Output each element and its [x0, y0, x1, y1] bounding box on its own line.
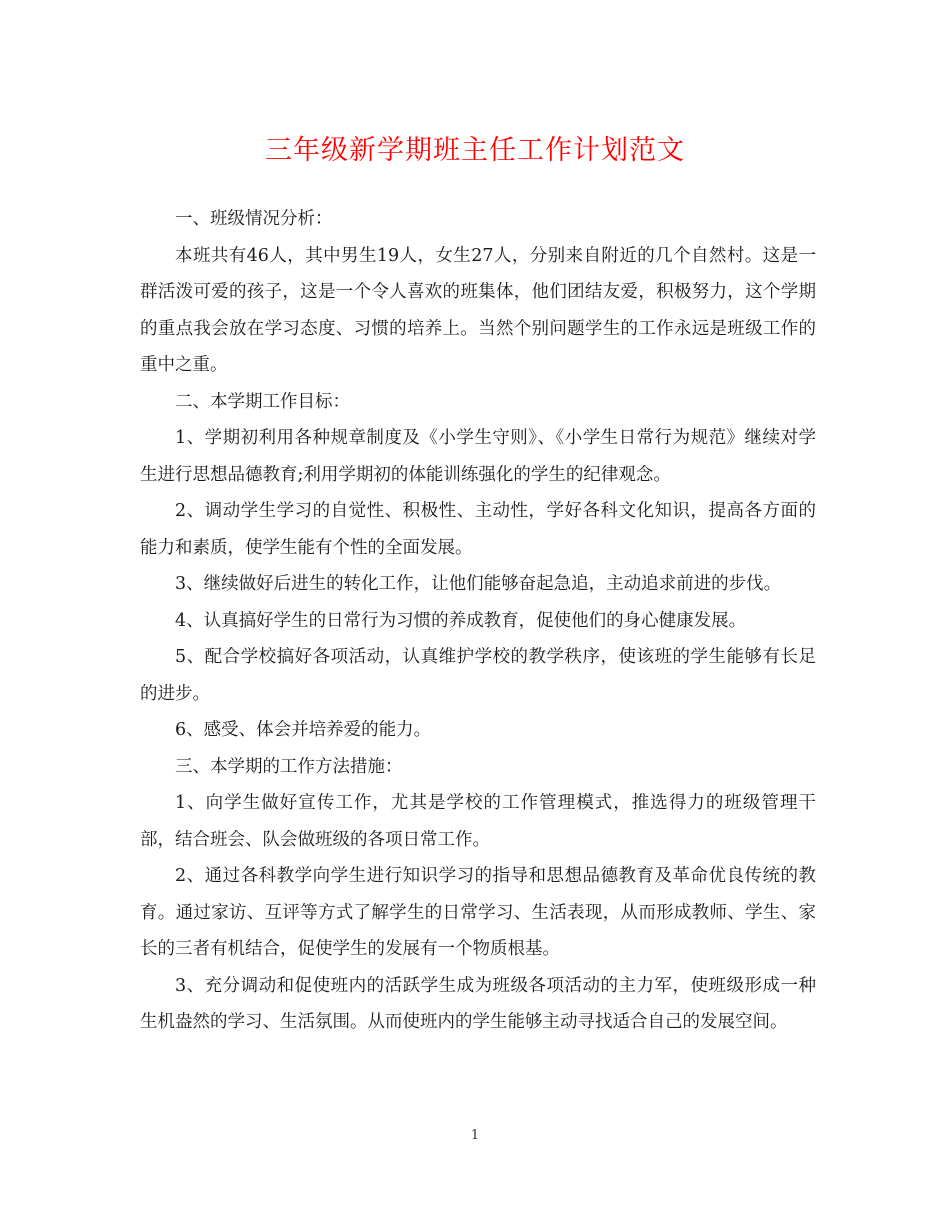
section-heading-goals: 二、本学期工作目标：: [175, 391, 350, 412]
page-number: 1: [470, 1128, 480, 1143]
section-heading-methods: 三、本学期的工作方法措施：: [175, 756, 403, 777]
method-item-1: 1、向学生做好宣传工作，尤其是学校的工作管理模式，推选得力的班级管理干部，结合班会、队会做班级的各项日常工作。: [140, 793, 816, 850]
section-heading-class-analysis: 一、班级情况分析：: [175, 209, 333, 229]
goal-item-5: 5、配合学校搞好各项活动，认真维护学校的教学秩序，使该班的学生能够有长足的进步。: [140, 647, 816, 704]
goal-item-3: 3、继续做好后进生的转化工作，让他们能够奋起急追，主动追求前进的步伐。: [175, 574, 782, 594]
goal-item-1: 1、学期初利用各种规章制度及《小学生守则》、《小学生日常行为规范》继续对学生进行思想品德教育;利用学期初的体能训练强化的学生的纪律观念。: [140, 428, 816, 485]
goal-item-2: 2、调动学生学习的自觉性、积极性、主动性，学好各科文化知识，提高各方面的能力和素质，使学生能有个性的全面发展。: [140, 501, 816, 558]
document-title: 三年级新学期班主任工作计划范文: [265, 135, 685, 166]
goal-item-6: 6、感受、体会并培养爱的能力。: [175, 720, 432, 740]
paragraph-class-analysis: 本班共有46人，其中男生19人，女生27人，分别来自附近的几个自然村。这是一群活泼可爱的孩子，这是一个令人喜欢的班集体，他们团结友爱，积极努力，这个学期的重点我会放在学习态度、习惯的培养上。当然个别问题学生的工作永远是班级工作的重中之重。: [140, 245, 816, 375]
method-item-2: 2、通过各科教学向学生进行知识学习的指导和思想品德教育及革命优良传统的教育。通过家访、互评等方式了解学生的日常学习、生活表现，从而形成教师、学生、家长的三者有机结合，促使学生的发展有一个物质根基。: [140, 866, 816, 959]
method-item-3: 3、充分调动和促使班内的活跃学生成为班级各项活动的主力军，使班级形成一种生机盎然的学习、生活氛围。从而使班内的学生能够主动寻找适合自己的发展空间。: [140, 975, 816, 1032]
goal-item-4: 4、认真搞好学生的日常行为习惯的养成教育，促使他们的身心健康发展。: [175, 610, 747, 631]
document-body: [140, 201, 816, 1041]
